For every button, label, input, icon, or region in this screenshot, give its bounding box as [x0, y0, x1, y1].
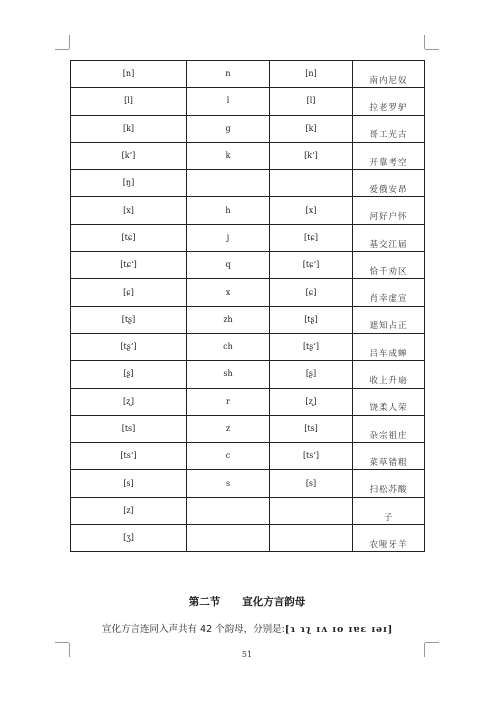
- example-chars-cell: 扫松苏酸: [353, 470, 425, 497]
- example-chars-cell: 吕车成蝉: [353, 333, 425, 360]
- ipa-finals: [ɿ ɿʅ ɪʌ ɪo ɪɐɛ ɪəɪ]: [284, 624, 394, 635]
- ipa-cell-2: [270, 170, 353, 197]
- table-row: [71, 224, 425, 251]
- body-paragraph: [102, 621, 393, 635]
- ipa-cell-2: [s]: [270, 470, 353, 497]
- section-number: 第二节: [188, 596, 221, 608]
- ipa-cell: [ɕ]: [71, 279, 187, 306]
- ipa-cell: [n]: [71, 61, 187, 88]
- example-chars-cell: 爱俄安昂: [353, 170, 425, 197]
- pinyin-cell: r: [187, 388, 270, 415]
- crop-mark: [69, 35, 70, 49]
- ipa-cell-2: [l]: [270, 88, 353, 115]
- ipa-cell: [ts]: [71, 415, 187, 442]
- ipa-cell: [ʂ]: [71, 361, 187, 388]
- initials-table: [70, 60, 425, 552]
- table-row: [71, 388, 425, 415]
- table-row: [71, 306, 425, 333]
- pinyin-cell: [187, 497, 270, 524]
- pinyin-cell: s: [187, 470, 270, 497]
- ipa-cell-2: [ʐ]: [270, 388, 353, 415]
- example-chars-cell: 杂宗祖庄: [353, 415, 425, 442]
- initials-table-body: [71, 61, 425, 552]
- example-chars-cell: 南内尼奴: [353, 61, 425, 88]
- ipa-cell: [z]: [71, 497, 187, 524]
- ipa-cell-2: [k]: [270, 115, 353, 142]
- table-row: [71, 142, 425, 169]
- ipa-cell: [kʻ]: [71, 142, 187, 169]
- example-chars-cell: 开靠考空: [353, 142, 425, 169]
- ipa-cell: [k]: [71, 115, 187, 142]
- section-title: 宣化方言韵母: [242, 596, 306, 608]
- table-row: [71, 170, 425, 197]
- body-text: 宣化方言连同入声共有 42 个韵母，分别是:: [102, 624, 285, 635]
- ipa-cell-2: [tʂʻ]: [270, 333, 353, 360]
- ipa-cell-2: [270, 525, 353, 552]
- example-chars-cell: 基交江届: [353, 224, 425, 251]
- ipa-cell-2: [tsʻ]: [270, 443, 353, 470]
- table-row: [71, 525, 425, 552]
- crop-mark: [425, 49, 439, 50]
- pinyin-cell: g: [187, 115, 270, 142]
- table-row: [71, 470, 425, 497]
- ipa-cell-2: [n]: [270, 61, 353, 88]
- table-row: [71, 443, 425, 470]
- crop-mark: [424, 35, 425, 49]
- crop-mark: [425, 642, 439, 643]
- ipa-cell: [tsʻ]: [71, 443, 187, 470]
- pinyin-cell: c: [187, 443, 270, 470]
- ipa-cell: [l]: [71, 88, 187, 115]
- ipa-cell-2: [ts]: [270, 415, 353, 442]
- pinyin-cell: l: [187, 88, 270, 115]
- ipa-cell-2: [kʻ]: [270, 142, 353, 169]
- pinyin-cell: [187, 525, 270, 552]
- table-row: [71, 279, 425, 306]
- ipa-cell-2: [ɕ]: [270, 279, 353, 306]
- example-chars-cell: 肖幸虚宣: [353, 279, 425, 306]
- ipa-cell-2: [tɕ]: [270, 224, 353, 251]
- example-chars-cell: 河好户怀: [353, 197, 425, 224]
- crop-mark: [55, 49, 69, 50]
- ipa-cell-2: [tɕʻ]: [270, 252, 353, 279]
- pinyin-cell: j: [187, 224, 270, 251]
- pinyin-cell: h: [187, 197, 270, 224]
- table-row: [71, 361, 425, 388]
- example-chars-cell: 菜草错粗: [353, 443, 425, 470]
- table-row: [71, 197, 425, 224]
- example-chars-cell: 子: [353, 497, 425, 524]
- ipa-cell: [ʐ]: [71, 388, 187, 415]
- ipa-cell: [x]: [71, 197, 187, 224]
- example-chars-cell: 饶柔人荣: [353, 388, 425, 415]
- example-chars-cell: 恰千劝区: [353, 252, 425, 279]
- ipa-cell-2: [tʂ]: [270, 306, 353, 333]
- table-row: [71, 115, 425, 142]
- example-chars-cell: 遮知占正: [353, 306, 425, 333]
- pinyin-cell: ch: [187, 333, 270, 360]
- ipa-cell: [tɕʻ]: [71, 252, 187, 279]
- pinyin-cell: n: [187, 61, 270, 88]
- pinyin-cell: sh: [187, 361, 270, 388]
- table-row: [71, 415, 425, 442]
- ipa-cell-2: [ʂ]: [270, 361, 353, 388]
- table-row: [71, 333, 425, 360]
- ipa-cell-2: [x]: [270, 197, 353, 224]
- example-chars-cell: 收上升扇: [353, 361, 425, 388]
- pinyin-cell: q: [187, 252, 270, 279]
- ipa-cell: [ŋ]: [71, 170, 187, 197]
- pinyin-cell: zh: [187, 306, 270, 333]
- example-chars-cell: 拉老罗驴: [353, 88, 425, 115]
- section-heading: [0, 594, 494, 609]
- pinyin-cell: k: [187, 142, 270, 169]
- crop-mark: [55, 642, 69, 643]
- pinyin-cell: [187, 170, 270, 197]
- ipa-cell: [ʒ]: [71, 525, 187, 552]
- ipa-cell: [tʂʻ]: [71, 333, 187, 360]
- table-row: [71, 88, 425, 115]
- table-row: [71, 252, 425, 279]
- table-row: [71, 61, 425, 88]
- ipa-cell-2: [270, 497, 353, 524]
- example-chars-cell: 农哑牙羊: [353, 525, 425, 552]
- ipa-cell: [s]: [71, 470, 187, 497]
- ipa-cell: [tɕ]: [71, 224, 187, 251]
- example-chars-cell: 哥工光古: [353, 115, 425, 142]
- pinyin-cell: z: [187, 415, 270, 442]
- ipa-cell: [tʂ]: [71, 306, 187, 333]
- pinyin-cell: x: [187, 279, 270, 306]
- page-number: 51: [241, 650, 253, 659]
- table-row: [71, 497, 425, 524]
